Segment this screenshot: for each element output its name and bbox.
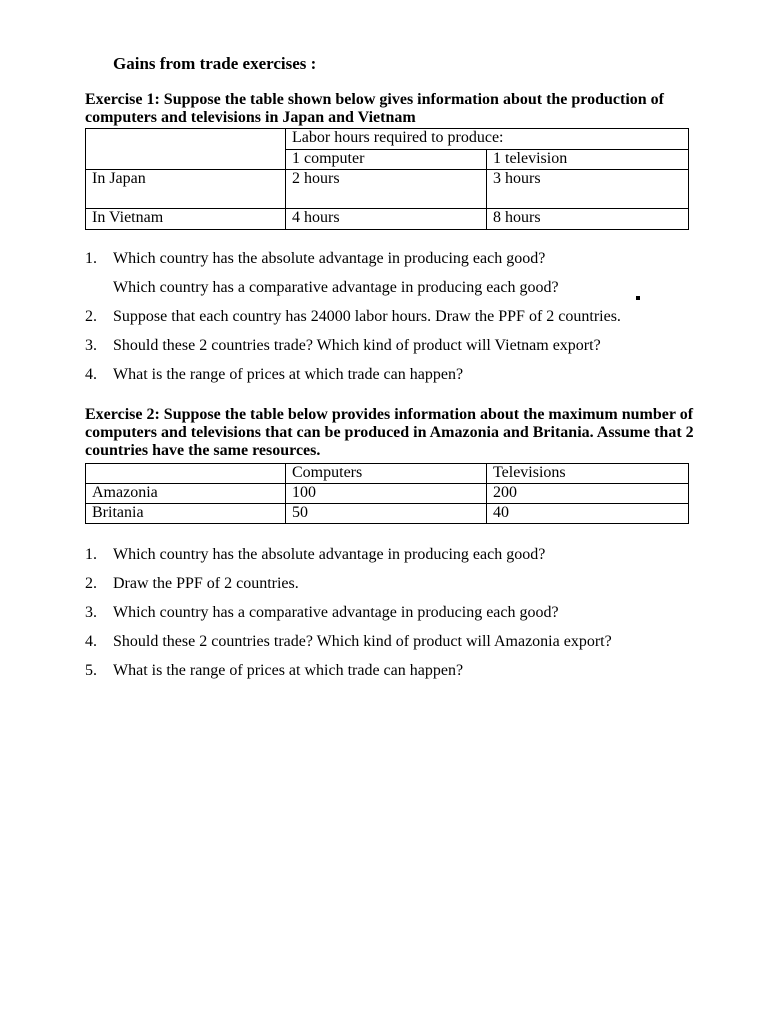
question-text: Suppose that each country has 24000 labor hours. Draw the PPF of 2 countries. [113,308,621,325]
question-text: What is the range of prices at which trade can happen? [113,366,464,383]
question-number: 1. [85,546,97,563]
table-row [86,209,689,230]
exercise-1-heading: Exercise 1: Suppose the table shown below gives information about the production of computers and televisions in Japan and Vietnam [85,91,664,126]
table-row-label: Britania [86,504,286,524]
exercise-2-heading: Exercise 2: Suppose the table below provides information about the maximum number of computers and televisions that can be produced in Amazonia and Britania. Assume that 2 countries have the same resources. [85,406,694,459]
list-item [85,662,725,691]
table-col-header: Computers [286,464,487,484]
table-cell: 100 [286,484,487,504]
question-text: Draw the PPF of 2 countries. [113,575,299,592]
question-text: Which country has the absolute advantage in producing each good? [113,546,546,563]
table-col-header: Televisions [487,464,689,484]
question-text: Should these 2 countries trade? Which kind of product will Amazonia export? [113,633,612,650]
table-row [86,504,689,524]
question-number: 4. [85,366,97,383]
question-text: Should these 2 countries trade? Which kind of product will Vietnam export? [113,337,601,354]
table-group-header: Labor hours required to produce: [286,129,689,150]
table-corner-cell [86,464,286,484]
stray-mark [636,296,640,300]
table-cell: 50 [286,504,487,524]
question-number: 2. [85,575,97,592]
list-item [85,279,725,308]
list-item [85,337,725,366]
table-cell: 3 hours [487,170,689,209]
table-cell: 40 [487,504,689,524]
list-item [85,604,725,633]
table-col-header: 1 computer [286,150,487,170]
list-item [85,366,725,395]
table-row-label: In Japan [86,170,286,209]
table-row-label: In Vietnam [86,209,286,230]
exercise-1-questions [85,250,725,395]
question-number: 2. [85,308,97,325]
question-text: Which country has a comparative advantage in producing each good? [113,604,559,621]
exercise-2-questions [85,546,725,691]
table-col-header: 1 television [487,150,689,170]
list-item [85,546,725,575]
question-number: 1. [85,250,97,267]
table-cell: 4 hours [286,209,487,230]
table-cell: 2 hours [286,170,487,209]
table-corner-cell [86,129,286,170]
table-row [86,170,689,209]
table-cell: 8 hours [487,209,689,230]
question-number: 3. [85,337,97,354]
table-header-row [86,129,689,150]
list-item [85,575,725,604]
table-header-row [86,464,689,484]
document-title: Gains from trade exercises : [113,54,317,73]
table-row-label: Amazonia [86,484,286,504]
list-item [85,308,725,337]
table-row [86,484,689,504]
question-text: Which country has a comparative advantage in producing each good? [113,279,559,296]
exercise-2-table [85,463,689,524]
question-number: 4. [85,633,97,650]
list-item [85,250,725,279]
question-number: 3. [85,604,97,621]
question-number: 5. [85,662,97,679]
table-cell: 200 [487,484,689,504]
list-item [85,633,725,662]
exercise-1-table [85,128,689,230]
question-text: Which country has the absolute advantage in producing each good? [113,250,546,267]
question-text: What is the range of prices at which trade can happen? [113,662,464,679]
